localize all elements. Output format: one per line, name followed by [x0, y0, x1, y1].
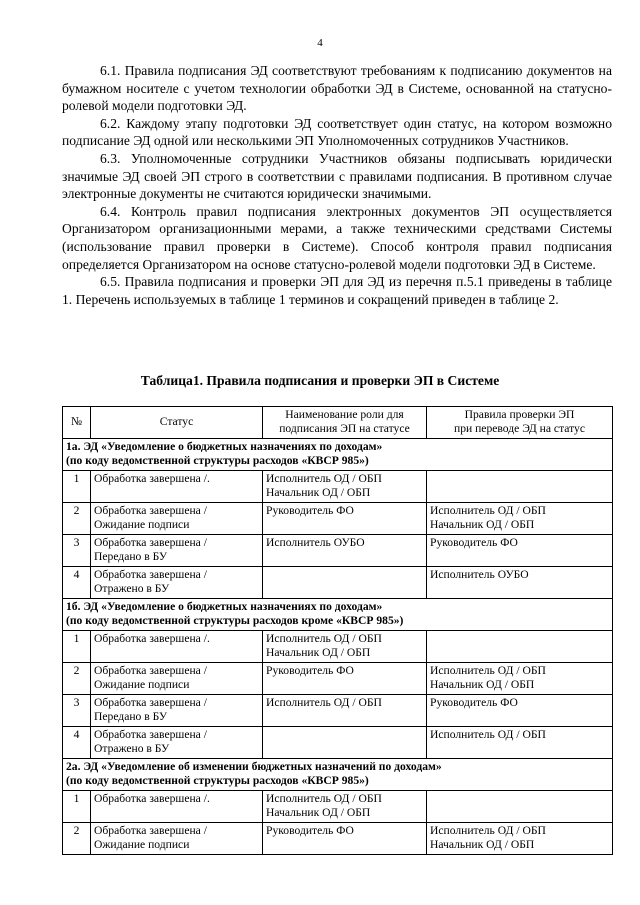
- status-line: Обработка завершена /.: [94, 472, 210, 485]
- row-signing-role: [263, 823, 427, 855]
- paragraph-6-2: 6.2. Каждому этапу подготовки ЭД соответствует один статус, на котором возможно подписание ЭД одной или несколькими ЭП Уполномоченных сотрудников Участников.: [62, 115, 612, 149]
- status-line: Обработка завершена /: [94, 568, 207, 581]
- section-title-line: (по коду ведомственной структуры расходов «КВСР 985»): [66, 774, 369, 787]
- table-row: [63, 471, 613, 503]
- check-line: Руководитель ФО: [430, 696, 518, 709]
- row-status: [91, 791, 263, 823]
- table-row: [63, 823, 613, 855]
- rules-table: [62, 406, 613, 855]
- role-line: Руководитель ФО: [266, 824, 354, 837]
- paragraph-6-5: 6.5. Правила подписания и проверки ЭП для ЭД из перечня п.5.1 приведены в таблице 1. Перечень используемых в таблице 1 терминов и сокращений приведен в таблице 2.: [62, 274, 612, 307]
- role-line: Исполнитель ОД / ОБП: [266, 696, 382, 709]
- header-role-line: Наименование роли для: [285, 408, 404, 421]
- table-row: [63, 791, 613, 823]
- section-title-line: (по коду ведомственной структуры расходов кроме «КВСР 985»): [66, 614, 404, 627]
- header-check: [427, 407, 613, 439]
- row-signing-role: [263, 535, 427, 567]
- status-line: Ожидание подписи: [94, 518, 190, 531]
- section-header-row: [63, 759, 613, 791]
- row-check-rule: [427, 663, 613, 695]
- check-line: Начальник ОД / ОБП: [430, 838, 535, 851]
- status-line: Отражено в БУ: [94, 742, 170, 755]
- row-number: 2: [63, 503, 91, 535]
- role-line: Руководитель ФО: [266, 504, 354, 517]
- row-status: [91, 663, 263, 695]
- check-line: Исполнитель ОД / ОБП: [430, 664, 546, 677]
- header-role: [263, 407, 427, 439]
- status-line: Обработка завершена /: [94, 696, 207, 709]
- row-status: [91, 695, 263, 727]
- row-number: 2: [63, 823, 91, 855]
- row-check-rule: [427, 535, 613, 567]
- row-check-rule: [427, 823, 613, 855]
- role-line: Исполнитель ОУБО: [266, 536, 365, 549]
- row-number: 1: [63, 631, 91, 663]
- table-row: [63, 631, 613, 663]
- row-status: [91, 471, 263, 503]
- row-number: 2: [63, 663, 91, 695]
- row-check-rule: [427, 727, 613, 759]
- row-check-rule: [427, 631, 613, 663]
- header-num: №: [63, 407, 91, 439]
- status-line: Передано в БУ: [94, 710, 168, 723]
- table-row: [63, 695, 613, 727]
- page-number: 4: [317, 37, 323, 49]
- row-signing-role: [263, 471, 427, 503]
- check-line: Начальник ОД / ОБП: [430, 678, 535, 691]
- check-line: Исполнитель ОД / ОБП: [430, 728, 546, 741]
- section-title-line: 1а. ЭД «Уведомление о бюджетных назначениях по доходам»: [66, 440, 383, 453]
- row-signing-role: [263, 791, 427, 823]
- rules-table-body: [63, 439, 613, 855]
- table-row: [63, 663, 613, 695]
- role-line: Начальник ОД / ОБП: [266, 806, 371, 819]
- status-line: Ожидание подписи: [94, 678, 190, 691]
- row-number: 3: [63, 535, 91, 567]
- header-check-line: Правила проверки ЭП: [464, 408, 575, 421]
- header-role-line: подписания ЭП на статусе: [279, 422, 410, 435]
- section-header-row: [63, 439, 613, 471]
- status-line: Обработка завершена /: [94, 536, 207, 549]
- section-header-row: [63, 599, 613, 631]
- row-check-rule: [427, 503, 613, 535]
- status-line: Отражено в БУ: [94, 582, 170, 595]
- row-number: 4: [63, 567, 91, 599]
- row-number: 1: [63, 471, 91, 503]
- row-check-rule: [427, 791, 613, 823]
- row-status: [91, 823, 263, 855]
- status-line: Обработка завершена /: [94, 664, 207, 677]
- status-line: Обработка завершена /: [94, 504, 207, 517]
- paragraph-6-4: 6.4. Контроль правил подписания электронных документов ЭП осуществляется Организатором организационными мерами, а также техническими средствами Системы (использование правил проверки в Системе). Способ контроля правил подписания определяется Организатором на основе статусно-ролевой модели подготовки ЭД в Системе.: [62, 203, 612, 272]
- row-status: [91, 535, 263, 567]
- row-signing-role: [263, 631, 427, 663]
- check-line: Исполнитель ОД / ОБП: [430, 504, 546, 517]
- section-title: [63, 439, 613, 471]
- section-title-line: (по коду ведомственной структуры расходов «КВСР 985»): [66, 454, 369, 467]
- role-line: Начальник ОД / ОБП: [266, 646, 371, 659]
- row-status: [91, 727, 263, 759]
- section-title: [63, 759, 613, 791]
- check-line: Руководитель ФО: [430, 536, 518, 549]
- role-line: Руководитель ФО: [266, 664, 354, 677]
- check-line: Исполнитель ОУБО: [430, 568, 529, 581]
- row-number: 3: [63, 695, 91, 727]
- status-line: Передано в БУ: [94, 550, 168, 563]
- status-line: Обработка завершена /.: [94, 792, 210, 805]
- body-text: [62, 62, 612, 308]
- section-title: [63, 599, 613, 631]
- role-line: Исполнитель ОД / ОБП: [266, 472, 382, 485]
- table-row: [63, 567, 613, 599]
- row-signing-role: [263, 727, 427, 759]
- table-title: Таблица1. Правила подписания и проверки ЭП в Системе: [140, 373, 500, 388]
- row-check-rule: [427, 695, 613, 727]
- header-status: Статус: [91, 407, 263, 439]
- check-line: Исполнитель ОД / ОБП: [430, 824, 546, 837]
- row-status: [91, 567, 263, 599]
- header-check-line: при переводе ЭД на статус: [454, 422, 585, 435]
- row-check-rule: [427, 471, 613, 503]
- status-line: Обработка завершена /.: [94, 632, 210, 645]
- row-number: 4: [63, 727, 91, 759]
- check-line: Начальник ОД / ОБП: [430, 518, 535, 531]
- row-status: [91, 631, 263, 663]
- paragraph-6-3: 6.3. Уполномоченные сотрудники Участников обязаны подписывать юридически значимые ЭД своей ЭП строго в соответствии с правилами подписания. В противном случае электронные документы не считаются юридически значимыми.: [62, 150, 612, 202]
- row-check-rule: [427, 567, 613, 599]
- status-line: Обработка завершена /: [94, 824, 207, 837]
- table-header-row: [63, 407, 613, 439]
- row-status: [91, 503, 263, 535]
- table-row: [63, 535, 613, 567]
- row-signing-role: [263, 567, 427, 599]
- paragraph-6-1: 6.1. Правила подписания ЭД соответствуют требованиям к подписанию документов на бумажном носителе с учетом технологии обработки ЭД в Системе, основанной на статусно-ролевой модели подготовки ЭД.: [62, 63, 612, 114]
- status-line: Обработка завершена /: [94, 728, 207, 741]
- row-signing-role: [263, 503, 427, 535]
- role-line: Начальник ОД / ОБП: [266, 486, 371, 499]
- role-line: Исполнитель ОД / ОБП: [266, 632, 382, 645]
- status-line: Ожидание подписи: [94, 838, 190, 851]
- role-line: Исполнитель ОД / ОБП: [266, 792, 382, 805]
- section-title-line: 2а. ЭД «Уведомление об изменении бюджетных назначений по доходам»: [66, 760, 442, 773]
- table-row: [63, 727, 613, 759]
- row-number: 1: [63, 791, 91, 823]
- row-signing-role: [263, 695, 427, 727]
- table-row: [63, 503, 613, 535]
- section-title-line: 1б. ЭД «Уведомление о бюджетных назначениях по доходам»: [66, 600, 383, 613]
- row-signing-role: [263, 663, 427, 695]
